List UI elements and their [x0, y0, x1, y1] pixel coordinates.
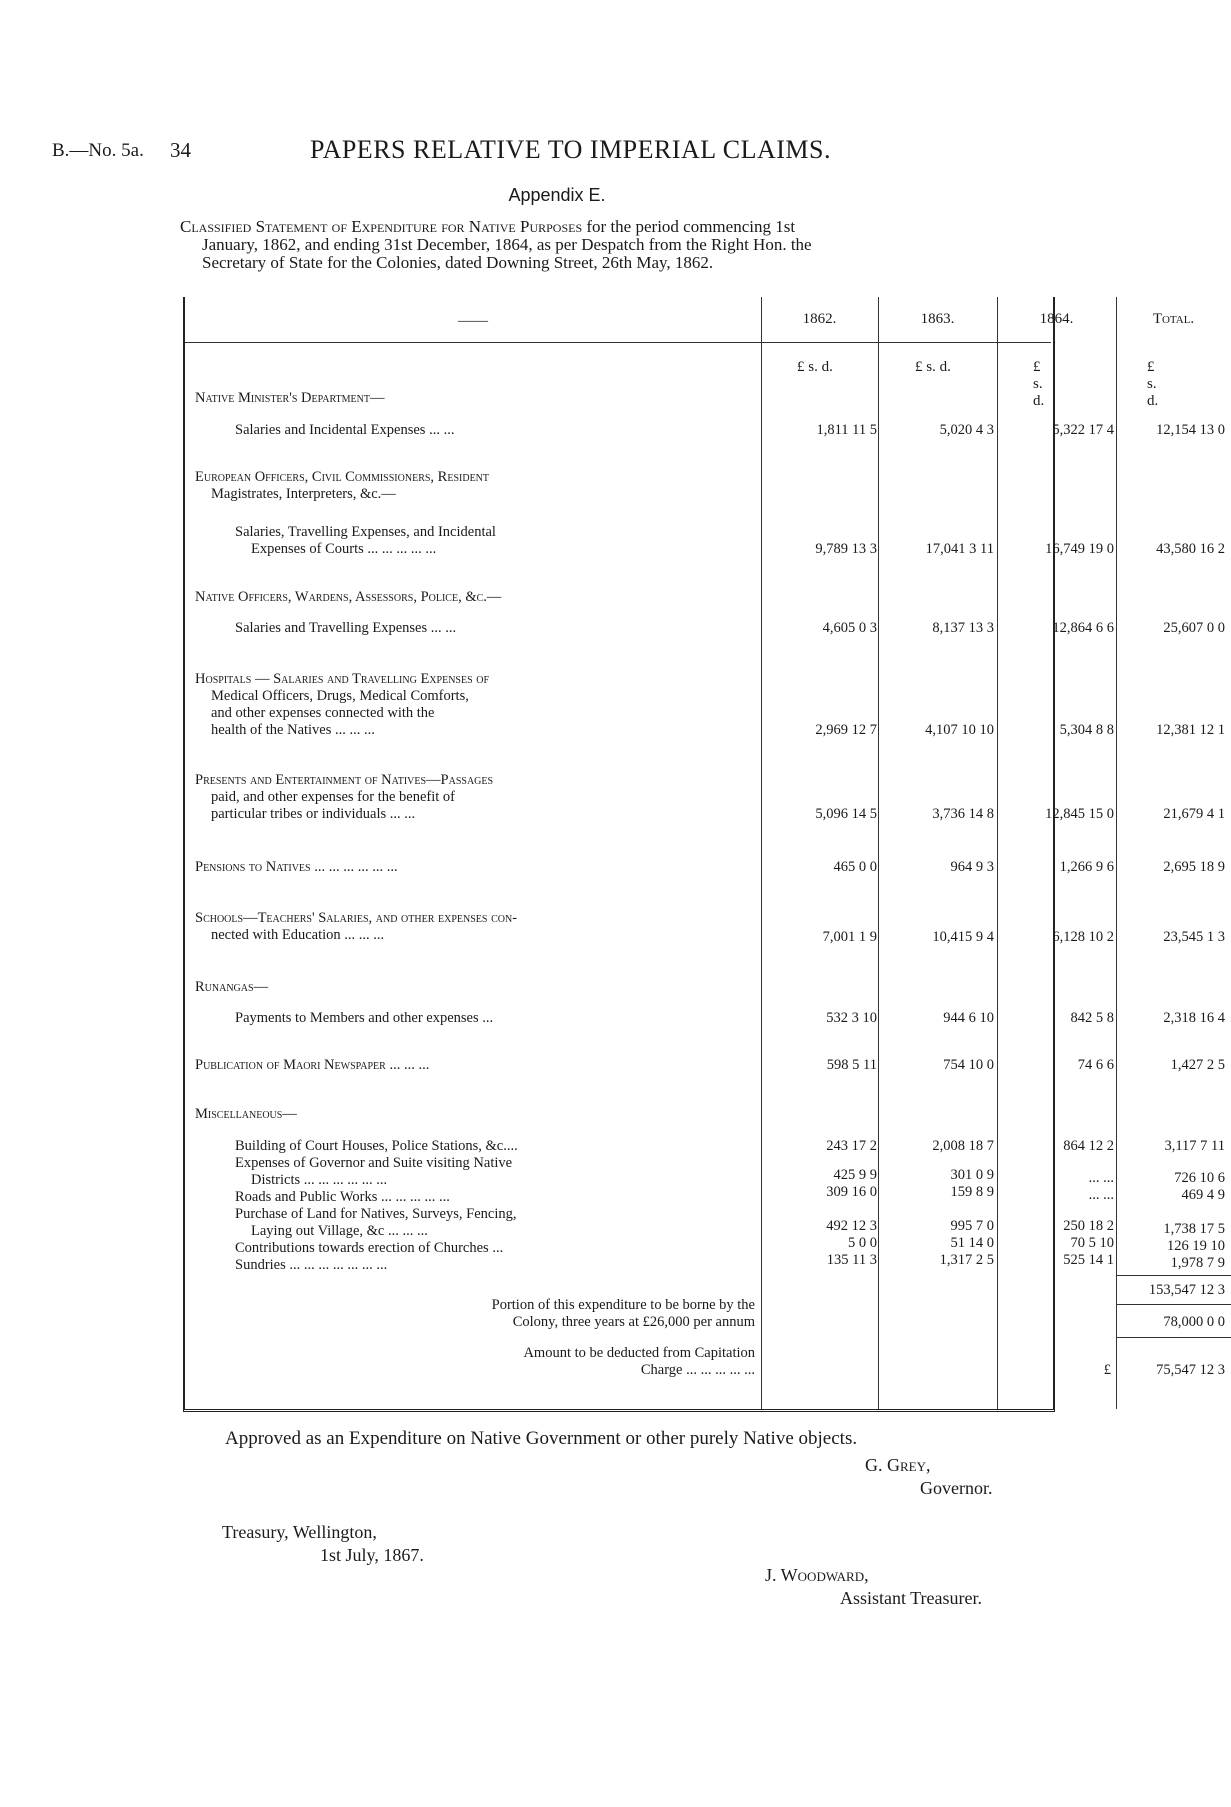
cell-1862: 309 16 0 — [826, 1184, 877, 1200]
cell-1864: 70 5 10 — [1070, 1235, 1114, 1251]
colony-portion: 78,000 0 0 — [1163, 1314, 1225, 1330]
cell-total: 1,738 17 5 — [1163, 1221, 1225, 1237]
cell-total: 2,695 18 9 — [1163, 859, 1225, 875]
section-title-cont: Magistrates, Interpreters, &c.— — [211, 486, 396, 502]
cell-total: 2,318 16 4 — [1163, 1010, 1225, 1026]
expenditure-table — [183, 297, 1225, 1412]
row-label: Purchase of Land for Natives, Surveys, Fencing, — [235, 1206, 517, 1222]
cell-total: 726 10 6 — [1174, 1170, 1225, 1186]
column-divider — [878, 297, 879, 1409]
deduct-label-cont: Charge ... ... ... ... ... — [640, 1362, 755, 1378]
cell-1862: 425 9 9 — [833, 1167, 877, 1183]
section-title: Runangas— — [195, 979, 269, 995]
cell-total: 12,154 13 0 — [1156, 422, 1225, 438]
total-rule — [1116, 1275, 1231, 1276]
cell-total: 43,580 16 2 — [1156, 541, 1225, 557]
cell-1864: 5,304 8 8 — [1059, 722, 1114, 738]
section-title-cont: particular tribes or individuals ... ... — [211, 806, 416, 822]
cell-1862: 1,811 11 5 — [816, 422, 877, 438]
pound-sign: £ — [1103, 1362, 1111, 1378]
signatory-title: Governor. — [920, 1478, 993, 1498]
header-1863: 1863. — [920, 311, 955, 327]
cell-1864: ... ... — [1088, 1170, 1114, 1186]
currency-units: £ s. d. — [1033, 359, 1045, 409]
signatory-title: Assistant Treasurer. — [840, 1588, 983, 1608]
cell-total: 12,381 12 1 — [1156, 722, 1225, 738]
row-label-cont: Expenses of Courts ... ... ... ... ... — [251, 541, 437, 557]
treasury-location: Treasury, Wellington, — [222, 1522, 377, 1542]
section-title: Pensions to Natives ... ... ... ... ... ... — [195, 859, 398, 875]
document-date: 1st July, 1867. — [320, 1545, 424, 1565]
page-number: 34 — [170, 138, 191, 162]
cell-total: 3,117 7 11 — [1164, 1138, 1225, 1154]
section-title-cont: nected with Education ... ... ... — [211, 927, 385, 943]
total-rule — [1116, 1304, 1231, 1305]
cell-1864: 525 14 1 — [1063, 1252, 1114, 1268]
cell-1863: 17,041 3 11 — [925, 541, 994, 557]
row-label: Salaries, Travelling Expenses, and Incidental — [235, 524, 496, 540]
header-1862: 1862. — [802, 311, 837, 327]
cell-1863: 301 0 9 — [950, 1167, 994, 1183]
section-title: Presents and Entertainment of Natives—Passages — [195, 772, 494, 788]
row-label: Contributions towards erection of Churches ... — [235, 1240, 504, 1256]
cell-1864: 12,845 15 0 — [1045, 806, 1114, 822]
header-rule — [185, 342, 1051, 343]
cell-total: 469 4 9 — [1181, 1187, 1225, 1203]
capitation-deduction: 75,547 12 3 — [1156, 1362, 1225, 1378]
cell-1863: 4,107 10 10 — [925, 722, 994, 738]
cell-1863: 1,317 2 5 — [939, 1252, 994, 1268]
cell-1863: 754 10 0 — [943, 1057, 994, 1073]
cell-1863: 159 8 9 — [950, 1184, 994, 1200]
signatory-name: J. Woodward, — [765, 1565, 869, 1585]
cell-1863: 3,736 14 8 — [932, 806, 994, 822]
row-label: Salaries and Incidental Expenses ... ... — [235, 422, 455, 438]
total-rule — [1116, 1337, 1231, 1338]
currency-units: £ s. d. — [797, 359, 833, 375]
cell-1862: 465 0 0 — [833, 859, 877, 875]
column-divider — [997, 297, 998, 1409]
column-divider — [1116, 297, 1117, 1409]
cell-total: 21,679 4 1 — [1163, 806, 1225, 822]
cell-1863: 10,415 9 4 — [932, 929, 994, 945]
section-title-cont: Medical Officers, Drugs, Medical Comforts, — [211, 688, 469, 704]
cell-1862: 135 11 3 — [826, 1252, 877, 1268]
intro-rest-3: Secretary of State for the Colonies, dated Downing Street, 26th May, 1862. — [202, 253, 714, 272]
section-title: Native Officers, Wardens, Assessors, Police, &c.— — [195, 589, 502, 605]
row-label: Salaries and Travelling Expenses ... ... — [235, 620, 457, 636]
cell-1862: 5,096 14 5 — [815, 806, 877, 822]
currency-units: £ s. d. — [915, 359, 951, 375]
header-blank: —— — [458, 313, 488, 329]
document-reference: B.—No. 5a. — [52, 140, 144, 161]
cell-1862: 2,969 12 7 — [815, 722, 877, 738]
section-title: Miscellaneous— — [195, 1106, 297, 1122]
cell-1864: 16,749 19 0 — [1045, 541, 1114, 557]
cell-1864: 250 18 2 — [1063, 1218, 1114, 1234]
approval-statement: Approved as an Expenditure on Native Government or other purely Native objects. — [225, 1428, 858, 1449]
intro-rest-2: January, 1862, and ending 31st December, 1864, as per Despatch from the Right Hon. the — [202, 235, 812, 254]
section-title-cont: paid, and other expenses for the benefit of — [211, 789, 455, 805]
cell-1863: 944 6 10 — [943, 1010, 994, 1026]
cell-1863: 995 7 0 — [950, 1218, 994, 1234]
cell-1862: 9,789 13 3 — [815, 541, 877, 557]
cell-total: 25,607 0 0 — [1163, 620, 1225, 636]
portion-label-cont: Colony, three years at £26,000 per annum — [512, 1314, 755, 1330]
section-title: Native Minister's Department— — [195, 390, 385, 406]
section-title-cont: and other expenses connected with the — [211, 705, 435, 721]
intro-paragraph — [180, 218, 1050, 272]
cell-1862: 598 5 11 — [826, 1057, 877, 1073]
intro-lead: Classified Statement of Expenditure for Native Purposes — [180, 217, 583, 236]
cell-1864: 864 12 2 — [1063, 1138, 1114, 1154]
section-title: European Officers, Civil Commissioners, Resident — [195, 469, 490, 485]
cell-1862: 532 3 10 — [826, 1010, 877, 1026]
cell-1862: 4,605 0 3 — [822, 620, 877, 636]
header-1864: 1864. — [1039, 311, 1074, 327]
column-divider — [761, 297, 762, 1409]
section-title: Hospitals — Salaries and Travelling Expenses of — [195, 671, 490, 687]
cell-1864: ... ... — [1088, 1187, 1114, 1203]
cell-1863: 51 14 0 — [950, 1235, 994, 1251]
cell-total: 23,545 1 3 — [1163, 929, 1225, 945]
row-label: Expenses of Governor and Suite visiting Native — [235, 1155, 513, 1171]
cell-total: 1,978 7 9 — [1170, 1255, 1225, 1271]
cell-1862: 7,001 1 9 — [822, 929, 877, 945]
portion-label: Portion of this expenditure to be borne by the — [491, 1297, 755, 1313]
row-label-cont: Districts ... ... ... ... ... ... — [251, 1172, 388, 1188]
currency-units: £ s. d. — [1147, 359, 1159, 409]
cell-1864: 5,322 17 4 — [1052, 422, 1114, 438]
cell-1862: 492 12 3 — [826, 1218, 877, 1234]
cell-1864: 842 5 8 — [1070, 1010, 1114, 1026]
cell-1864: 6,128 10 2 — [1052, 929, 1114, 945]
cell-1862: 5 0 0 — [848, 1235, 877, 1251]
page-title: PAPERS RELATIVE TO IMPERIAL CLAIMS. — [310, 135, 831, 164]
header-total: Total. — [1152, 311, 1195, 327]
cell-1864: 74 6 6 — [1077, 1057, 1114, 1073]
row-label: Building of Court Houses, Police Stations, &c.... — [235, 1138, 518, 1154]
cell-1864: 1,266 9 6 — [1059, 859, 1114, 875]
section-title: Publication of Maori Newspaper ... ... ... — [195, 1057, 430, 1073]
row-label: Sundries ... ... ... ... ... ... ... — [235, 1257, 388, 1273]
row-label: Payments to Members and other expenses ... — [235, 1010, 494, 1026]
section-title-cont: health of the Natives ... ... ... — [211, 722, 375, 738]
row-label-cont: Laying out Village, &c ... ... ... — [251, 1223, 428, 1239]
section-title: Schools—Teachers' Salaries, and other expenses con- — [195, 910, 518, 926]
cell-1863: 5,020 4 3 — [939, 422, 994, 438]
row-label: Roads and Public Works ... ... ... ... ... — [235, 1189, 450, 1205]
cell-total: 126 19 10 — [1167, 1238, 1225, 1254]
grand-total: 153,547 12 3 — [1148, 1282, 1225, 1298]
cell-1864: 12,864 6 6 — [1052, 620, 1114, 636]
cell-total: 1,427 2 5 — [1170, 1057, 1225, 1073]
cell-1862: 243 17 2 — [826, 1138, 877, 1154]
deduct-label: Amount to be deducted from Capitation — [523, 1345, 755, 1361]
cell-1863: 964 9 3 — [950, 859, 994, 875]
appendix-heading: Appendix E. — [508, 185, 606, 205]
intro-rest-1: for the period commencing 1st — [586, 217, 796, 236]
cell-1863: 2,008 18 7 — [932, 1138, 994, 1154]
signatory-name: G. Grey, — [865, 1455, 931, 1475]
cell-1863: 8,137 13 3 — [932, 620, 994, 636]
